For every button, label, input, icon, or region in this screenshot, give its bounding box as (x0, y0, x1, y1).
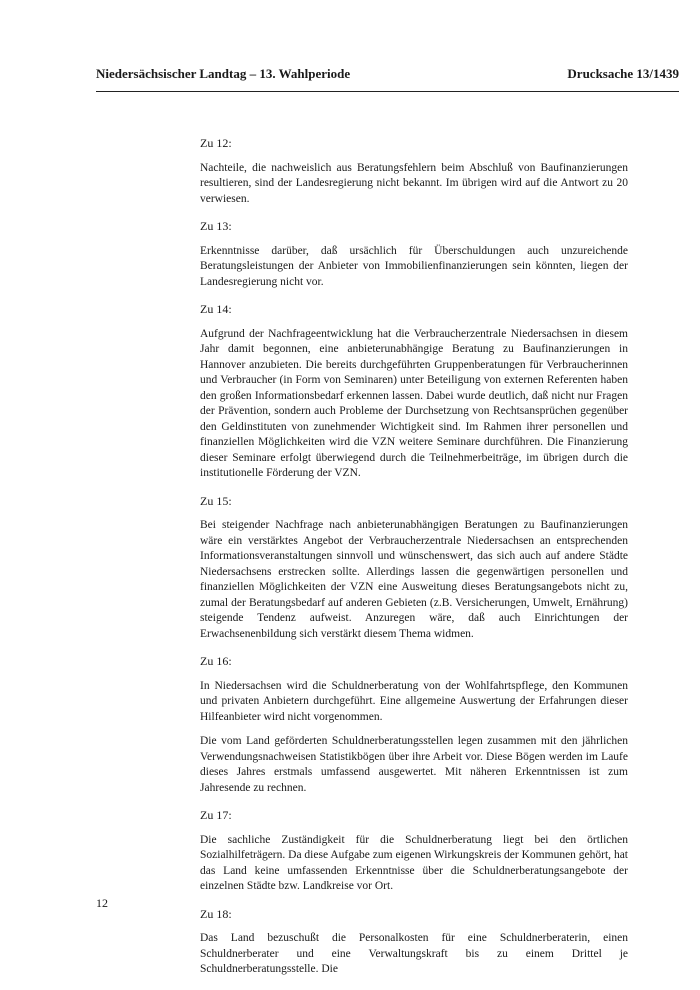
section-paragraph: Das Land bezuschußt die Personalkosten für eine Schuldnerberaterin, einen Schuldnerberater und eine Verwaltungskraft bis zu einem Drittel je Schuldnerberatungsstelle. Die (200, 932, 628, 975)
document-body (200, 136, 628, 990)
section-paragraph: Nachteile, die nachweislich aus Beratungsfehlern beim Abschluß von Baufinanzierungen resultieren, sind der Landesregierung nicht bekannt. Im übrigen wird auf die Antwort zu 20 verwiesen. (200, 161, 628, 205)
section (200, 808, 628, 895)
section (200, 136, 628, 207)
document-number: Drucksache 13/1439 (567, 66, 679, 81)
section-paragraph: Bei steigender Nachfrage nach anbieterunabhängigen Beratungen zu Baufinanzierungen wäre ein verstärktes Angebot der Verbraucherzentrale Niedersachsen an entsprechenden Informationsveranstaltungen sinnvoll und wünschenswert, das sich auch auf andere Städte Niedersachsens erstrecken sollte. Allerdings lassen die gegenwärtigen personellen und finanziellen Möglichkeiten der VZN eine Ausweitung dieses Beratungsangebots nicht zu, zumal der Beratungsbedarf auf anderen Gebieten (z.B. Versicherungen, Umwelt, Ernährung) steigende Tendenz aufweist. Anzuregen wäre, daß auch Einrichtungen der Erwachsenenbildung sich verstärkt diesem Thema widmen. (200, 519, 628, 640)
header-rule (96, 91, 679, 92)
section-heading: Zu 18: (200, 906, 232, 921)
page-header (96, 66, 679, 82)
document-title: Niedersächsischer Landtag – 13. Wahlperiode (96, 66, 351, 81)
section-paragraph: Aufgrund der Nachfrageentwicklung hat die Verbraucherzentrale Niedersachsen in diesem Jahr damit begonnen, eine anbieterunabhängige Beratung zu Baufinanzierungen in Hannover anzubieten. Die bereits durchgeführten Gruppenberatungen für Verbraucherinnen und Verbraucher (in Form von Seminaren) unter Beteiligung von externen Referenten haben den großen Informationsbedarf erkennen lassen. Dabei wurde deutlich, daß nicht nur Fragen der Prävention, sondern auch Probleme der Durchsetzung von Rechtsansprüchen gegenüber den Geldinstituten von zunehmender Wichtigkeit sind. Im Rahmen ihrer personellen und finanziellen Möglichkeiten wird die VZN weitere Seminare durchführen. Die Finanzierung dieser Seminare erfolgt überwiegend durch die Teilnehmerbeiträge, im übrigen durch die institutionelle Förderung der VZN. (200, 327, 628, 479)
section (200, 654, 628, 796)
section (200, 494, 628, 643)
section-heading: Zu 17: (200, 808, 232, 822)
section-heading: Zu 15: (200, 493, 232, 508)
section-heading: Zu 12: (200, 136, 232, 150)
section (200, 219, 628, 290)
section-paragraph: Die vom Land geförderten Schuldnerberatungsstellen legen zusammen mit den jährlichen Verwendungsnachweisen Statistikbögen über ihre Arbeit vor. Diese Bögen werden im Laufe dieses Jahres erstmals umfassend ausgewertet. Mit näheren Erkenntnissen ist zum Jahresende zu rechnen. (200, 735, 628, 794)
section (200, 907, 628, 978)
section-paragraph: Erkenntnisse darüber, daß ursächlich für Überschuldungen auch unzureichende Beratungsleistungen der Anbieter von Immobilienfinanzierungen sein könnten, liegen der Landesregierung nicht vor. (200, 244, 628, 288)
section-paragraph: Die sachliche Zuständigkeit für die Schuldnerberatung liegt bei den örtlichen Sozialhilfeträgern. Da diese Aufgabe zum eigenen Wirkungskreis der Kommunen gehört, hat das Land keine umfassenden Erkenntnisse über die Schuldnerberatungsangebote der einzelnen Städte bzw. Landkreise vor Ort. (200, 833, 628, 892)
section-heading: Zu 14: (200, 302, 232, 316)
section-paragraph: In Niedersachsen wird die Schuldnerberatung von der Wohlfahrtspflege, den Kommunen und privaten Anbietern durchgeführt. Eine allgemeine Auswertung der Erfahrungen dieser Hilfeanbieter wird nicht vorgenommen. (200, 679, 628, 723)
section-heading: Zu 13: (200, 219, 232, 233)
section-heading: Zu 16: (200, 654, 232, 668)
section (200, 302, 628, 482)
page-number: 12 (96, 896, 108, 910)
